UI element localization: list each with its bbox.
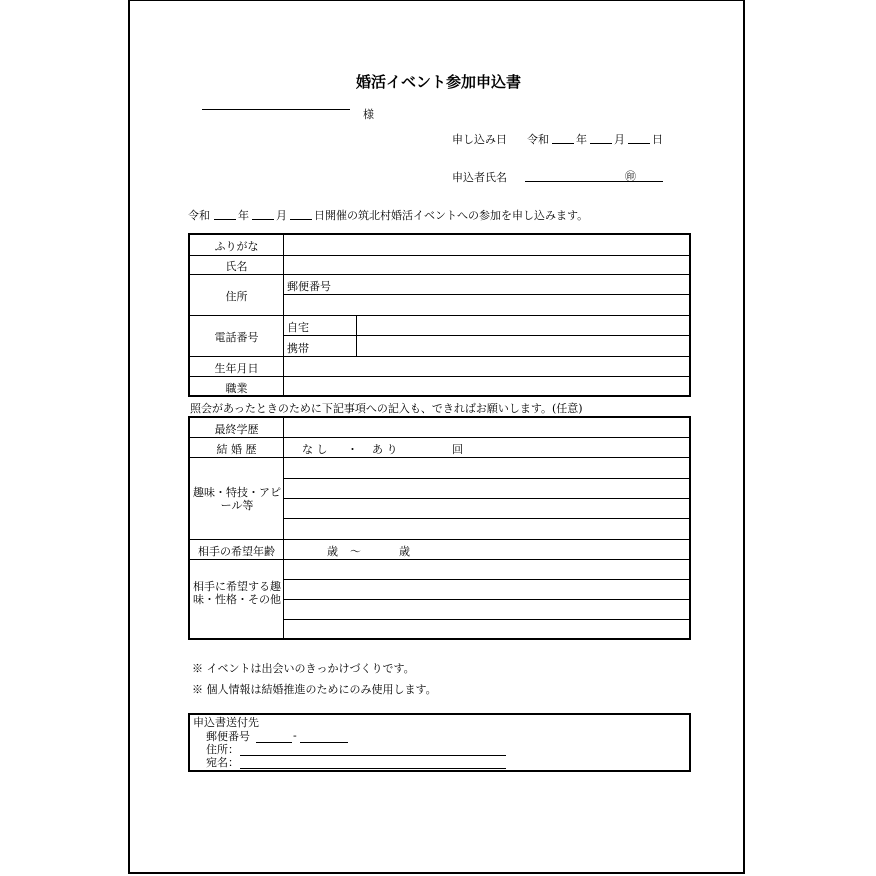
apply-month-label: 月 [614,133,625,146]
addressee-name-line[interactable] [202,109,350,110]
education-label: 最終学歴 [214,423,259,436]
note-2: ※ 個人情報は結婚推進のためにのみ使用します。 [192,683,437,696]
applicant-name-label: 申込者氏名 [452,171,507,184]
seal-mark: ㊞ [625,170,636,183]
occupation-label: 職業 [225,382,248,395]
age-tilde: 〜 [350,545,361,558]
apply-year-field[interactable] [552,143,574,144]
marriage-yes-option[interactable]: あ り [372,443,398,456]
apply-date-label: 申し込み日 [452,133,507,146]
apply-day-field[interactable] [628,143,650,144]
age-preference-label: 相手の希望年齢 [198,545,275,558]
hobby-field[interactable] [286,460,686,536]
hobby-label: 趣味・特技・アピール等 [193,486,281,512]
mobile-phone-label: 携帯 [287,342,309,355]
marriage-separator: ・ [347,443,358,456]
postal-code-field[interactable]: 郵便番号 [287,280,331,293]
form-title: 婚活イベント参加申込書 [355,73,521,91]
marriage-count-unit: 回 [452,443,463,456]
furigana-field[interactable] [286,237,686,253]
send-to-postal-dash: - [293,729,297,742]
note-1: ※ イベントは出会いのきっかけづくりです。 [192,662,415,675]
send-to-recipient-field[interactable] [240,768,506,769]
application-form-page [128,0,745,874]
marriage-none-option[interactable]: な し [302,443,328,456]
phone-label: 電話番号 [214,331,259,344]
apply-month-field[interactable] [590,143,612,144]
applicant-info-table [188,233,691,397]
age-min-unit: 歳 [327,545,338,558]
event-day-field[interactable] [290,219,312,220]
occupation-field[interactable] [286,379,686,393]
send-to-postal-label: 郵便番号 [206,730,250,743]
birthdate-label: 生年月日 [214,362,259,375]
apply-date-era: 令和 [527,133,549,146]
intro-text: 日開催の筑北村婚活イベントへの参加を申し込みます。 [314,209,589,222]
intro-year: 年 [238,209,249,222]
partner-preference-label: 相手に希望する趣味・性格・その他 [193,580,281,606]
apply-day-label: 日 [652,133,663,146]
home-phone-label: 自宅 [287,321,309,334]
send-to-recipient-label: 宛名： [206,756,239,769]
event-year-field[interactable] [214,219,236,220]
intro-month: 月 [276,209,287,222]
apply-year-label: 年 [576,133,587,146]
name-label: 氏名 [225,260,248,273]
send-to-address-label: 住所： [206,743,239,756]
home-phone-field[interactable] [360,318,686,334]
furigana-label: ふりがな [214,240,259,253]
address-field[interactable] [286,297,686,313]
education-field[interactable] [286,420,686,435]
send-to-heading: 申込書送付先 [193,716,259,729]
optional-note: 照会があったときのために下記事項への記入も、できればお願いします。(任意) [190,402,583,415]
send-to-address-field[interactable] [240,755,506,756]
birthdate-field[interactable] [286,359,686,375]
optional-info-table [188,416,691,640]
mobile-phone-field[interactable] [360,338,686,354]
send-to-postal-field-2[interactable] [300,742,348,743]
address-label: 住所 [225,290,248,303]
marriage-history-label: 結 婚 歴 [216,443,257,456]
intro-era: 令和 [188,209,210,222]
event-month-field[interactable] [252,219,274,220]
addressee-suffix: 様 [363,108,374,121]
name-field[interactable] [286,257,686,273]
age-max-unit: 歳 [399,545,410,558]
send-to-box [188,713,691,772]
partner-preference-field[interactable] [286,562,686,636]
applicant-name-field[interactable] [525,181,663,182]
send-to-postal-field-1[interactable] [256,742,292,743]
